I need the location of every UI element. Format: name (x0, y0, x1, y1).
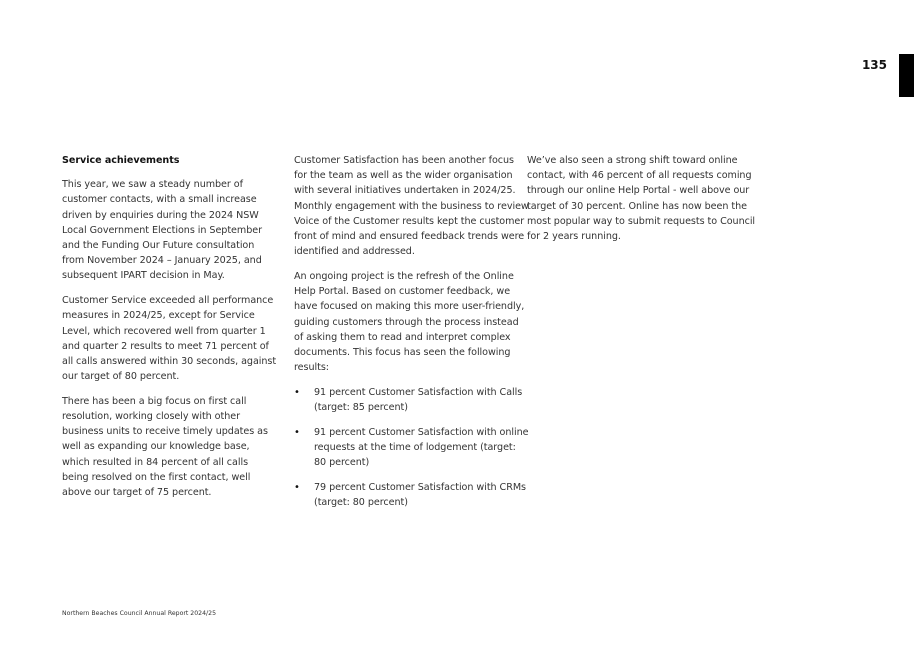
list-item-text: 91 percent Customer Satisfaction with Calls (target: 85 percent) (314, 386, 523, 414)
list-item (294, 480, 529, 510)
paragraph-first-call-resolution: There has been a big focus on first call resolution, working closely with other business units to receive timely updates as well as expanding our knowledge base, which resulted in 84 percent of all calls being resolved on the first contact, well above our target of 75 percent. (62, 395, 268, 499)
list-item (294, 425, 529, 471)
list-item (294, 385, 529, 415)
bullet-icon: • (294, 481, 300, 493)
list-item-text: 79 percent Customer Satisfaction with CRMs (target: 80 percent) (314, 481, 526, 509)
list-item-text: 91 percent Customer Satisfaction with online requests at the time of lodgement (target: 80 percent) (314, 426, 529, 469)
paragraph-customer-contacts: This year, we saw a steady number of customer contacts, with a small increase driven by enquiries during the 2024 NSW Local Government Elections in September and the Funding Our Future consultation from November 2024 – January 2025, and subsequent IPART decision in May. (62, 179, 262, 282)
column-online-shift (527, 153, 762, 254)
column-service-achievements (62, 153, 277, 510)
paragraph-online-shift: We’ve also seen a strong shift toward online contact, with 46 percent of all requests coming through our online Help Portal - well above our target of 30 percent. Online has now been the most popular way to submit requests to Council for 2 years running. (527, 155, 756, 243)
paragraph-customer-satisfaction: Customer Satisfaction has been another focus for the team as well as the wider organisation with several initiatives undertaken in 2024/25. Monthly engagement with the business to review Voice of the Customer results kept the customer front of mind and ensured feedback trends were identified and addressed. (294, 155, 529, 258)
column-customer-satisfaction (294, 153, 529, 520)
section-heading: Service achievements (62, 155, 180, 166)
bullet-icon: • (294, 386, 300, 398)
results-list (294, 385, 529, 510)
bullet-icon: • (294, 426, 300, 438)
paragraph-help-portal-refresh: An ongoing project is the refresh of the Online Help Portal. Based on customer feedback, we have focused on making this more user-friendly, guiding customers through the process instead of asking them to read and interpret complex documents. This focus has seen the following results: (294, 270, 525, 374)
page-footer: Northern Beaches Council Annual Report 2024/25 (62, 610, 217, 617)
page-number: 135 (861, 58, 887, 72)
page-edge-tab (899, 54, 914, 97)
paragraph-performance-measures: Customer Service exceeded all performance measures in 2024/25, except for Service Level, which recovered well from quarter 1 and quarter 2 results to meet 71 percent of all calls answered within 30 seconds, against our target of 80 percent. (62, 295, 277, 383)
